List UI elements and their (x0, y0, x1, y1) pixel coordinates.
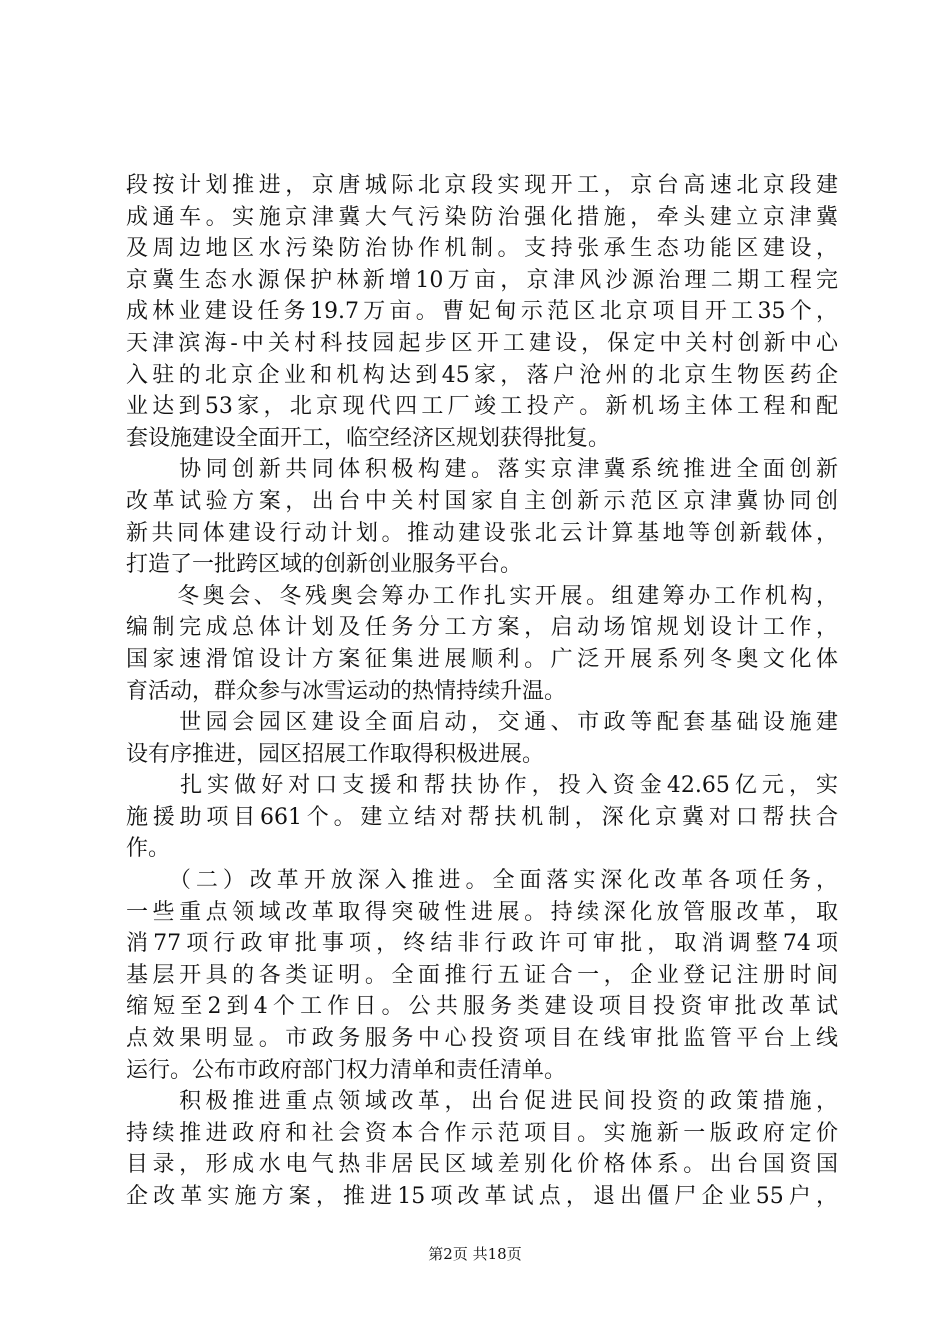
text-line: （二）改革开放深入推进。全面落实深化改革各项任务， (126, 868, 838, 894)
text-line: 天津滨海-中关村科技园起步区开工建设，保定中关村创新中心 (126, 330, 838, 356)
text-line: 成通车。实施京津冀大气污染防治强化措施，牵头建立京津冀 (126, 204, 838, 230)
page-footer: 第2页 共18页 (428, 1245, 522, 1263)
text-line: 一些重点领域改革取得突破性进展。持续深化放管服改革，取 (126, 899, 838, 925)
text-line: 消77项行政审批事项，终结非行政许可审批，取消调整74项 (126, 931, 838, 957)
text-line: 打造了一批跨区域的创新创业服务平台。 (126, 552, 523, 578)
text-line: 协同创新共同体积极构建。落实京津冀系统推进全面创新 (126, 457, 838, 483)
text-line: 作。 (126, 836, 171, 862)
text-line: 京冀生态水源保护林新增10万亩，京津风沙源治理二期工程完 (126, 267, 838, 293)
text-line: 新共同体建设行动计划。推动建设张北云计算基地等创新载体， (126, 520, 838, 546)
text-line: 业达到53家，北京现代四工厂竣工投产。新机场主体工程和配 (126, 394, 838, 420)
text-line: 缩短至2到4个工作日。公共服务类建设项目投资审批改革试 (126, 994, 838, 1020)
text-line: 及周边地区水污染防治协作机制。支持张承生态功能区建设， (126, 236, 838, 262)
text-line: 扎实做好对口支援和帮扶协作，投入资金42.65亿元，实 (126, 773, 838, 799)
text-line: 施援助项目661个。建立结对帮扶机制，深化京冀对口帮扶合 (126, 804, 838, 830)
text-line: 入驻的北京企业和机构达到45家，落户沧州的北京生物医药企 (126, 362, 838, 388)
body-text (126, 170, 838, 1213)
text-line: 企改革实施方案，推进15项改革试点，退出僵尸企业55户， (126, 1184, 838, 1209)
text-line: 点效果明显。市政务服务中心投资项目在线审批监管平台上线 (126, 1026, 838, 1052)
text-line: 成林业建设任务19.7万亩。曹妃甸示范区北京项目开工35个， (126, 299, 838, 325)
text-line: 基层开具的各类证明。全面推行五证合一，企业登记注册时间 (126, 962, 838, 988)
text-line: 冬奥会、冬残奥会筹办工作扎实开展。组建筹办工作机构， (126, 583, 838, 609)
text-line: 持续推进政府和社会资本合作示范项目。实施新一版政府定价 (126, 1120, 838, 1146)
text-line: 设有序推进，园区招展工作取得积极进展。 (126, 741, 545, 767)
text-line: 套设施建设全面开工，临空经济区规划获得批复。 (126, 425, 611, 451)
text-line: 运行。公布市政府部门权力清单和责任清单。 (126, 1057, 567, 1083)
text-line: 改革试验方案，出台中关村国家自主创新示范区京津冀协同创 (126, 488, 838, 514)
text-line: 编制完成总体计划及任务分工方案，启动场馆规划设计工作， (126, 615, 838, 641)
text-line: 段按计划推进，京唐城际北京段实现开工，京台高速北京段建 (126, 173, 838, 198)
text-line: 国家速滑馆设计方案征集进展顺利。广泛开展系列冬奥文化体 (126, 646, 838, 672)
text-line: 育活动，群众参与冰雪运动的热情持续升温。 (126, 678, 567, 704)
text-line: 目录，形成水电气热非居民区域差别化价格体系。出台国资国 (126, 1152, 838, 1178)
text-line: 积极推进重点领域改革，出台促进民间投资的政策措施， (126, 1089, 838, 1115)
text-line: 世园会园区建设全面启动，交通、市政等配套基础设施建 (126, 710, 838, 736)
